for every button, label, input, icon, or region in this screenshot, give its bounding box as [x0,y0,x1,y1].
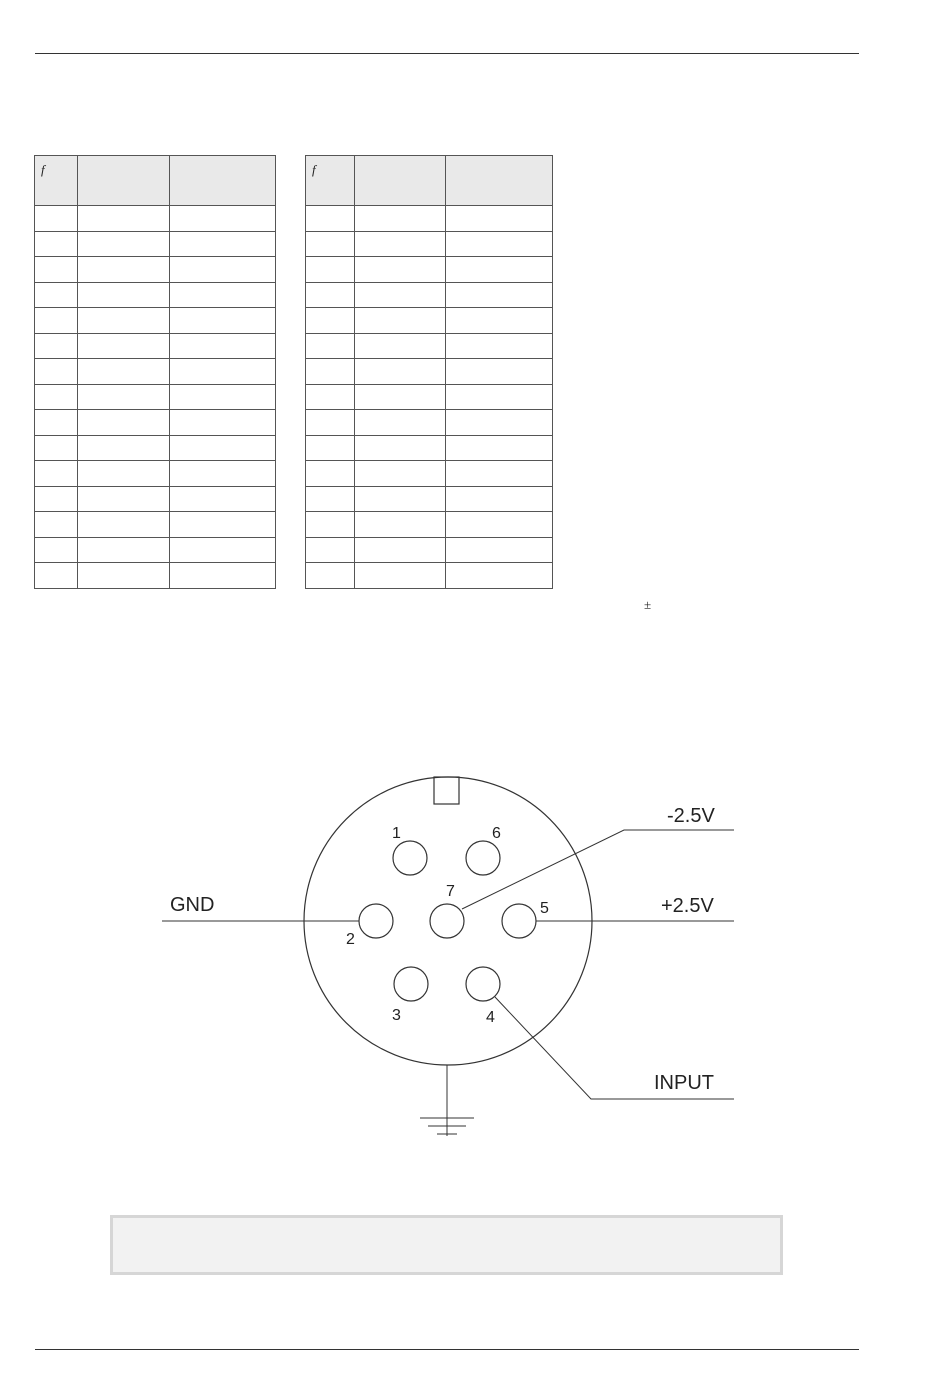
header-cell: f [35,156,78,206]
pin-3-socket [394,967,428,1001]
tolerance-symbol: ± [644,597,652,612]
pin-1-socket [393,841,427,875]
ground-symbol [420,1065,474,1136]
gnd-label: GND [170,894,215,916]
pin-number: 7 [446,883,455,900]
minus-supply-label: -2.5V [667,805,715,827]
pin-2-socket [359,904,393,938]
pin-number: 2 [346,931,355,948]
pin-number: 5 [540,900,549,917]
note-box [110,1215,783,1275]
pin-number: 4 [486,1009,495,1026]
footer-rule [35,1349,859,1350]
pin-6-socket [466,841,500,875]
pin-number: 1 [392,825,401,842]
pin-7-socket [430,904,464,938]
pin-number: 3 [392,1007,401,1024]
pin-5-socket [502,904,536,938]
pin-number: 6 [492,825,501,842]
header-cell: f [306,156,355,206]
connector-key-notch [434,777,459,804]
plus-supply-label: +2.5V [661,895,714,917]
pin-4-socket [466,967,500,1001]
input-label: INPUT [654,1072,714,1094]
